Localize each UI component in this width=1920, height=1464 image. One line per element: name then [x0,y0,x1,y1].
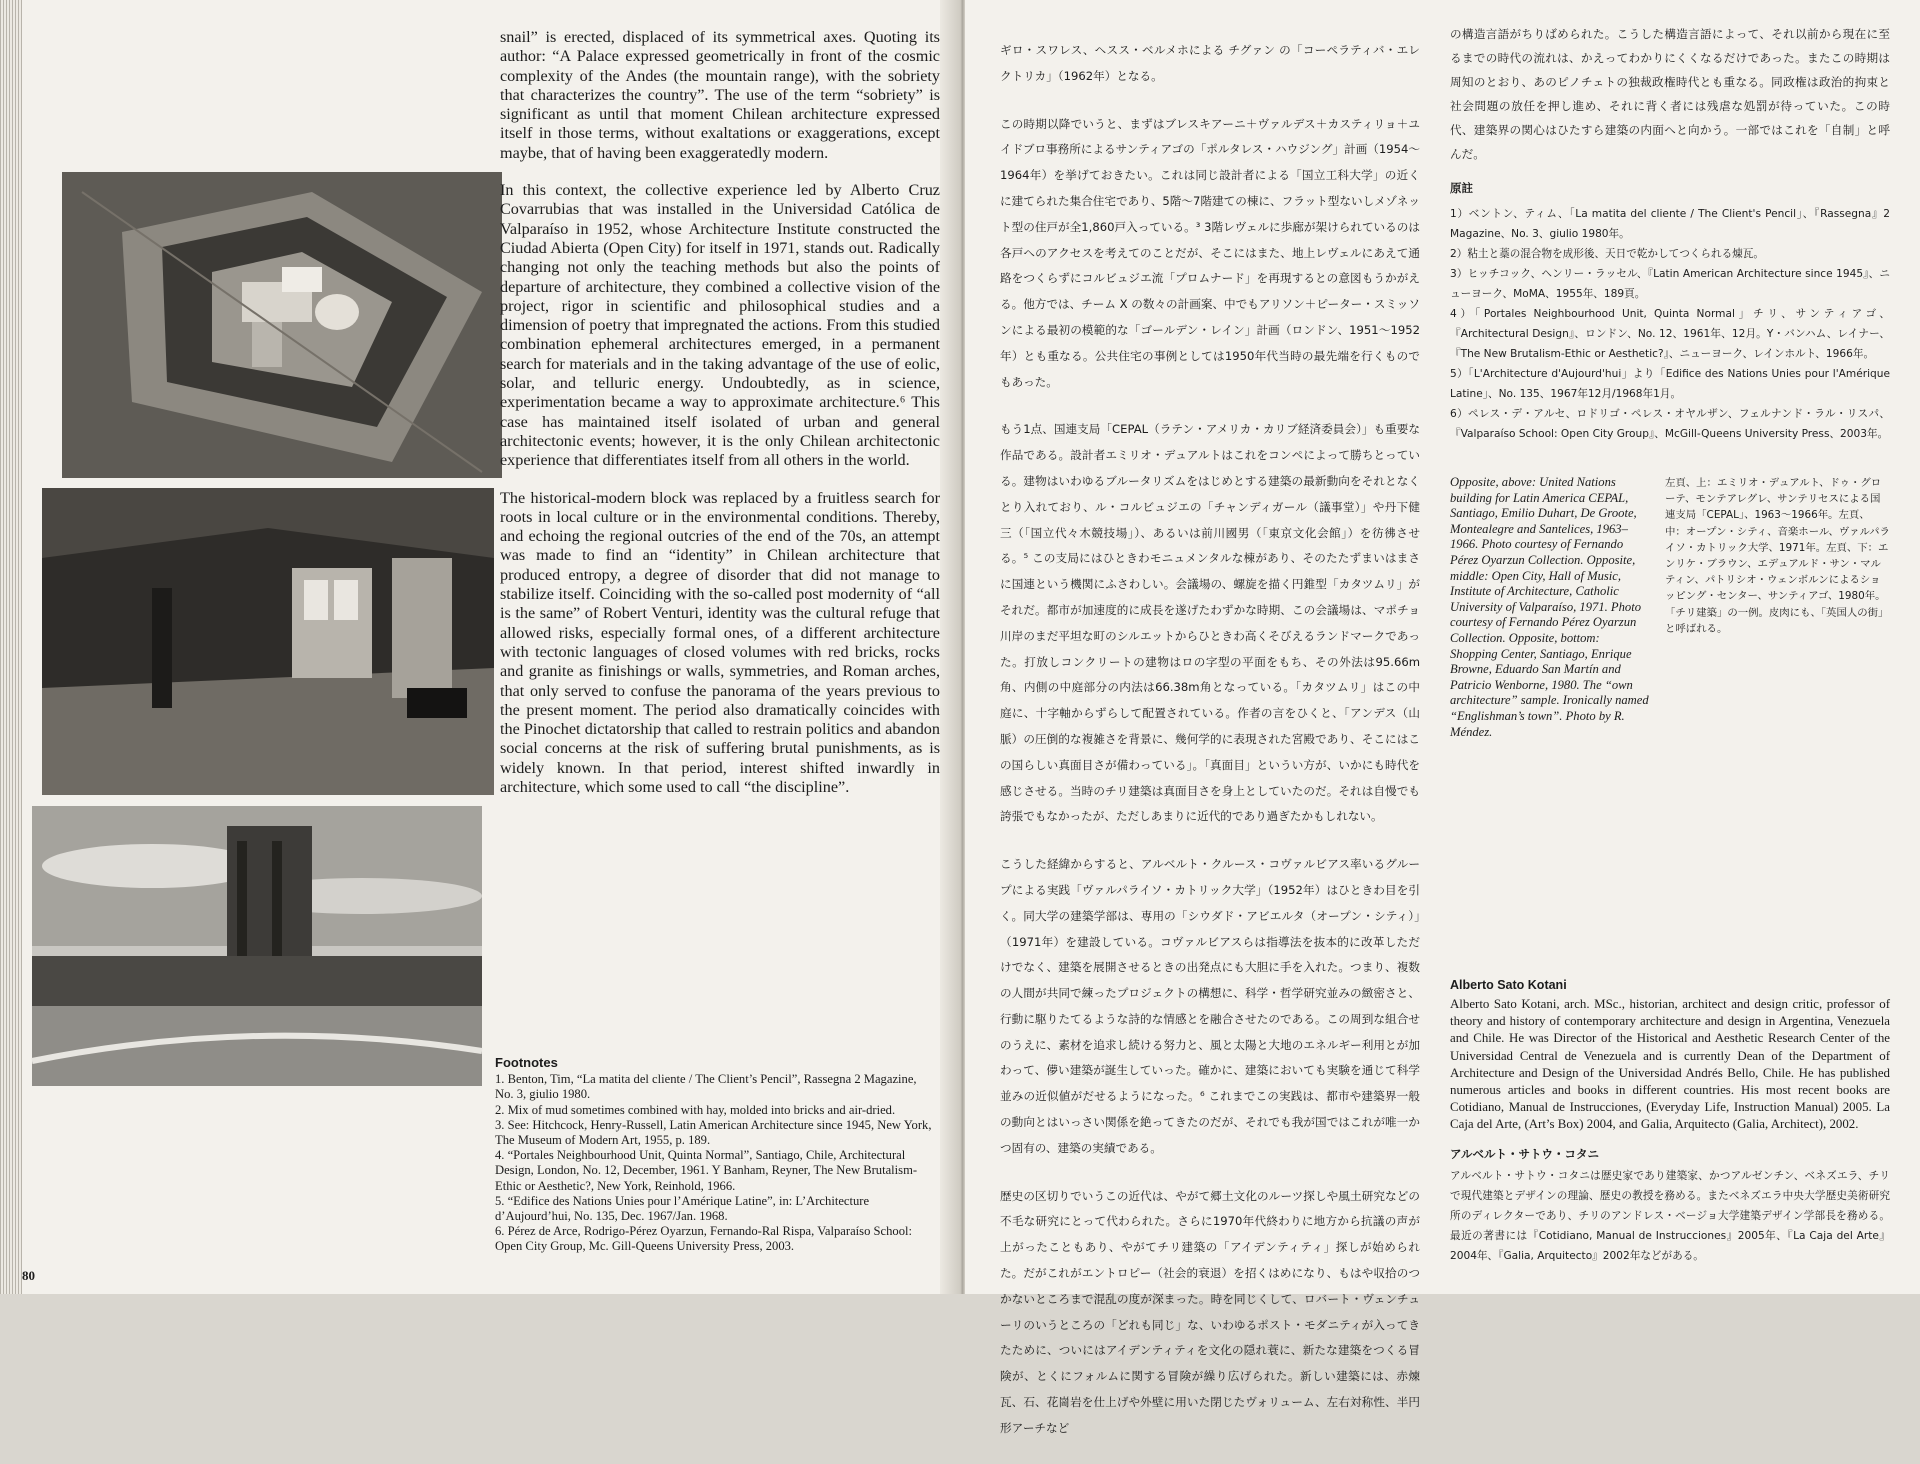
jp-note-6: 6）ペレス・デ・アルセ、ロドリゴ・ペレス・オヤルザン、フェルナンド・ラル・リスパ、『Valparaíso School: Open City Group』、McGill-Queens University Press、2003年。 [1450,407,1890,440]
footnotes [495,1055,935,1255]
japanese-right-column [1450,22,1890,444]
bio-japanese: アルベルト・サトウ・コタニは歴史家であり建築家、かつアルゼンチン、ベネズエラ、チリで現代建築とデザインの理論、歴史の教授を務める。またベネズエラ中央大学歴史美術研究所のディレクターであり、チリのアンドレス・ベージョ大学建築デザイン学部長を務める。最近の著書には『Cotidiano, Manual de Instrucciones』2005年、『La Caja del Arte』2004年、『Galia, Arquitecto』2002年などがある。 [1450,1169,1890,1262]
footnote-5: 5. “Edifice des Nations Unies pour l’Amérique Latine”, in: L’Architecture d’Aujourd’hui, No. 135, Dec. 1967/Jan. 1968. [495,1193,870,1224]
bio-name: Alberto Sato Kotani [1450,978,1567,992]
english-paragraph-3: The historical-modern block was replaced by a fruitless search for roots in local culture or in the environmental conditions. Thereby, and echoing the regional outcries of the end of the 70s, an attempt was made to find an “identity” in Chilean architecture that produced entropy, a degree of disorder that did not manage to stabilize itself. Coinciding with the so-called post modernity of “all is the same” of Robert Venturi, identity was the cultural refuge that allowed risks, especially formal ones, of a different architecture with tectonic languages of closed volumes with red bricks, rocks and granite as finishings or walls, symmetries, and Roman arches, that only served to confuse the panorama of the years previous to the present moment. The period also dramatically coincides with the Pinochet dictatorship that called to restrain politics and abandon social concerns at the risk of suffering brutal punishments, as is widely known. In that period, interest shifted inwardly in architecture, which some used to call “the discipline”. [500,488,940,796]
page-number: 80 [22,1268,35,1283]
jp-note-3: 3）ヒッチコック、ヘンリー・ラッセル、『Latin American Architecture since 1945』、ニューヨーク、MoMA、1955年、189頁。 [1450,267,1890,300]
jp-paragraph-2: この時期以降でいうと、まずはブレスキアーニ＋ヴァルデス＋カスティリョ＋ユイドブロ事務所によるサンティアゴの「ポルタレス・ハウジング」計画（1954～1964年）を挙げておきたい。これは同じ設計者による「国立工科大学」の近くに建てられた集合住宅であり、5階～7階建ての棟に、フラット型ないしメゾネット型の住戸が全1,860戸入っている。³ 3階レヴェルに歩廊が架けられているのは各戸へのアクセスを考えてのことだが、そこにはまた、地上レヴェルにあえて通路をつくらずにコルビュジエ流「プロムナード」を再現するとの意図もうかがえる。他方では、チーム X の数々の計画案、中でもアリソン＋ピーター・スミッソンによる最初の模範的な「ゴールデン・レイン」計画（ロンドン、1951～1952年）とも重なる。公共住宅の事例としては1950年代当時の最先端を行くものでもあった。 [1000,116,1420,389]
bio-japanese-name: アルベルト・サトウ・コタニ [1450,1146,1600,1161]
jp-right-intro: の構造言語がちりばめられた。こうした構造言語によって、それ以前から現在に至るまでの時代の流れは、かえってわかりにくくなるだけであった。またこの時期は周知のとおり、あのピノチェトの独裁政権時代とも重なる。同政権は政治的拘束と社会問題の放任を押し進め、それに背く者には残虐な処罰が待っていた。この時代、建築界の関心はひたすら建築の内面へと向かう。一部ではこれを「自制」と呼んだ。 [1450,27,1890,161]
japanese-main-column [1000,38,1420,1464]
footnote-2: 2. Mix of mud sometimes combined with hay, molded into bricks and air-dried. [495,1102,896,1117]
cepal-model-photo [62,172,502,478]
jp-paragraph-5: 歴史の区切りでいうこの近代は、やがて郷土文化のルーツ探しや風土研究などの不毛な研究にとって代わられた。さらに1970年代終わりに地方から抗議の声が上がったこともあり、やがてチリ建築の「アイデンティティ」探しが始められた。だがこれがエントロピー（社会的衰退）を招くはめになり、もはや収拾のつかないところまで混乱の度が深まった。時を同じくして、ロバート・ヴェンチューリのいうところの「どれも同じ」な、いわゆるポスト・モダニティが入ってきたために、ついにはアイデンティティを文化の隠れ蓑に、新たな建築をつくる冒険が、とくにフォルムに関する冒険が繰り広げられた。新しい建築には、赤煉瓦、石、花崗岩を仕上げや外壁に用いた閉じたヴォリューム、左右対称性、半円形アーチなど [1000,1188,1420,1435]
english-paragraph-2: In this context, the collective experience led by Alberto Cruz Covarrubias that was installed in the Universidad Católica de Valparaíso in 1952, whose Architecture Institute constructed the Ciudad Abierta (Open City) for itself in 1971, stands out. Radically changing not only the teaching methods but also the points of departure of architecture, they combined a collective vision of the project, rigor in scientific and philosophical studies and a dimension of poetry that impregnated the actions. From this studied combination ephemeral architectures emerged, in a permanent search for materials and in the taking advantage of the use of eolic, solar, and telluric energy. Undoubtedly, as in science, experimentation became a way to approximate architecture.⁶ This case has maintained itself isolated of urban and general architectonic events; however, it is the only Chilean architectonic experience that differentiates itself from all others in the world. [500,181,940,470]
shopping-center-photo [32,806,482,1086]
jp-notes [1450,204,1890,444]
english-column [500,28,940,797]
author-bio [1450,978,1890,1266]
open-city-hall-photo [42,488,494,795]
english-paragraph-1: snail” is erected, displaced of its symmetrical axes. Quoting its author: “A Palace expressed geometrically in front of the cosmic complexity of the Andes (the mountain range), with the sobriety that characterizes the country”. The use of the term “sobriety” is significant as until that moment Chilean architecture expressed itself in those terms, without exaltations or exaggerations, except maybe, that of having been exaggeratedly modern. [500,28,940,162]
jp-paragraph-3: もう1点、国連支局「CEPAL（ラテン・アメリカ・カリブ経済委員会）」も重要な作品である。設計者エミリオ・デュアルトはこれをコンペによって勝ちとっている。建物はいわゆるブルータリズムをはじめとする建築の最新動向をそれとなくとり入れており、ル・コルビュジエの「チャンディガール（議事堂）」や丹下健三（「国立代々木競技場」）、あるいは前川國男（「東京文化会館」）を彷彿させる。⁵ この支局にはひときわモニュメンタルな棟があり、そのたたずまいはまさに国連という機関にふさわしい。会議場の、螺旋を描く円錐型「カタツムリ」がそれだ。都市が加速度的に成長を遂げたわずかな時期、この会議場は、マポチョ川岸のまだ平坦な町のシルエットからひときわ高くそびえるランドマークであった。打放しコンクリートの建物はロの字型の平面をもち、その外法は95.66m角、内側の中庭部分の内法は66.38m角となっている。「カタツムリ」はこの中庭に、十字軸からずらして配置されている。作者の言をひくと、「アンデス（山脈）の圧倒的な複雑さを背景に、幾何学的に表現された宮殿であり、そこにはこの国らしい真面目さが備わっている」。「真面目」というい方が、いかにも時代を感じさせる。当時のチリ建築は真面目さを身上としていたのだ。それは自慢でも誇張でもなかったが、ただしあまりに近代的であり過ぎたかもしれない。 [1000,422,1420,824]
footnote-3: 3. See: Hitchcock, Henry-Russell, Latin American Architecture since 1945, New York, The Museum of Modern Art, 1955, p. 189. [495,1117,932,1148]
footnotes-title: Footnotes [495,1055,558,1070]
footnote-4: 4. “Portales Neighbourhood Unit, Quinta Normal”, Santiago, Chile, Architectural Design, London, No. 12, December, 1961. Y Banham, Reyner, The New Brutalism-Ethic or Aesthetic?, New York, Reinhold, 1966. [495,1148,918,1193]
jp-note-4: 4）「Portales Neighbourhood Unit, Quinta Normal」チリ、サンティアゴ、『Architectural Design』、ロンドン、No. 12、1961年、12月。Y・バンハム、レイナー、『The New Brutalism-Ethic or Aesthetic?』、ニューヨーク、レインホルト、1966年。 [1450,307,1890,360]
photo-captions [1450,475,1890,775]
jp-note-1: 1）ベントン、ティム、「La matita del cliente / The Client's Pencil」、『Rassegna』2 Magazine、No. 3、giulio 1980年。 [1450,207,1890,240]
footnote-6: 6. Pérez de Arce, Rodrigo-Pérez Oyarzun, Fernando-Ral Rispa, Valparaíso School: Open City Group, Mc. Gill-Queens University Press, 2003. [495,1224,912,1254]
jp-note-5: 5）「L'Architecture d'Aujourd'hui」より「Edifice des Nations Unies pour l'Amérique Latine」、No. 135、1967年12月/1968年1月。 [1450,367,1890,400]
jp-notes-title: 原註 [1450,181,1473,195]
page-edge [0,0,22,1294]
right-page [965,0,1920,1435]
bio-english: Alberto Sato Kotani, arch. MSc., historian, architect and design critic, professor of theory and history of contemporary architecture and design in Argentina, Venezuela and Chile. He was Director of the Historical and Aesthetic Research Center of the Universidad Central de Venezuela and is currently Dean of the Department of Architecture and Design of the Universidad Andrés Bello, Chile. He has published numerous articles and books in different countries. His most recent books are Cotidiano, Manual de Instrucciones, (Everyday Life, Instruction Manual) 2005. La Caja del Arte, (Art’s Box) 2004, and Galia, Arquitecto (Galia, Architect), 2002. [1450,997,1890,1132]
caption-japanese: 左頁、上：エミリオ・デュアルト、ドゥ・グローテ、モンテアレグレ、サンテリセスによる国連支局「CEPAL」、1963～1966年。左頁、中：オープン・シティ、音楽ホール、ヴァルパライソ・カトリック大学、1971年。左頁、下：エンリケ・ブラウン、エデュアルド・サン・マルティン、パトリシオ・ウェンボルンによるショッピング・センター、サンティアゴ、1980年。「チリ建築」の一例。皮肉にも、「英国人の街」と呼ばれる。 [1665,477,1890,635]
left-page [0,0,955,1294]
jp-note-2: 2）粘土と藁の混合物を成形後、天日で乾かしてつくられる煉瓦。 [1450,247,1764,260]
footnote-1: 1. Benton, Tim, “La matita del cliente / The Client’s Pencil”, Rassegna 2 Magazine, No. 3, giulio 1980. [495,1072,917,1102]
jp-paragraph-1: ギロ・スワレス、ヘスス・ベルメホによる チグァン の「コーペラティバ・エレクトリカ」（1962年）となる。 [1000,43,1420,83]
caption-english: Opposite, above: United Nations building for Latin America CEPAL, Santiago, Emilio Duhart, De Groote, Montealegre and Santelices, 1963–1966. Photo courtesy of Fernando Pérez Oyarzun Collection. Opposite, middle: Open City, Hall of Music, Institute of Architecture, Catholic University of Valparaíso, 1971. Photo courtesy of Fernando Pérez Oyarzun Collection. Opposite, bottom: Shopping Center, Santiago, Enrique Browne, Eduardo San Martín and Patricio Wenborne, 1980. The “own architecture” sample. Ironically named “Englishman’s town”. Photo by R. Méndez. [1450,475,1649,739]
jp-paragraph-4: こうした経緯からすると、アルベルト・クルース・コヴァルビアス率いるグループによる実践「ヴァルパライソ・カトリック大学」（1952年）はひときわ目を引く。同大学の建築学部は、専用の「シウダド・アビエルタ（オープン・シティ）」（1971年）を建設している。コヴァルビアスらは指導法を抜本的に改革しただけでなく、建築を展開させるときの出発点にも大胆に手を入れた。つまり、複数の人間が共同で練ったプロジェクトの構想に、科学・哲学研究並みの緻密さと、行動に駆りたてるような詩的な情感とを融合させたのである。この周到な組合せのうえに、素材を追求し続ける努力と、風と太陽と大地のエネルギー利用とが加わって、儚い建築が誕生していった。確かに、建築においても実験を通じて科学並みの近似値がだせるようになった。⁶ これまでこの実践は、都市や建築界一般の動向とはいっさい関係を絶ってきたのだが、それでも我が国ではこれが唯一かつ固有の、建築の実績である。 [1000,857,1420,1155]
